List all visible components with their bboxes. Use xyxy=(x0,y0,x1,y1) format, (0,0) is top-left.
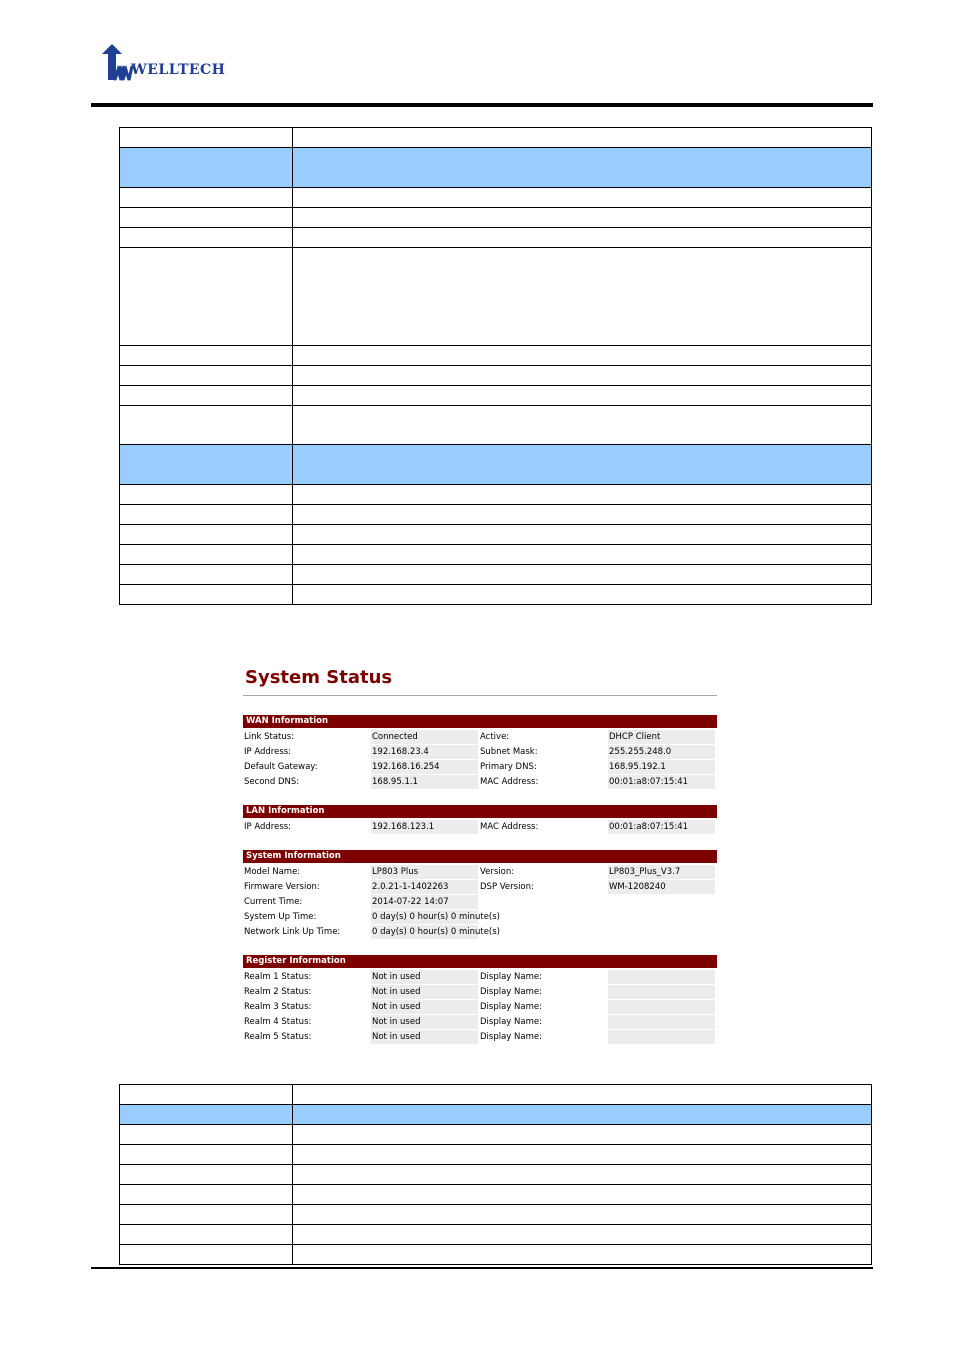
spec-table-top-cell xyxy=(293,565,872,585)
field-value: 168.95.192.1 xyxy=(608,760,715,774)
spec-table-top-cell xyxy=(293,585,872,605)
spec-table-top-cell xyxy=(293,525,872,545)
spec-table-top-cell xyxy=(120,208,293,228)
spec-table-top-row xyxy=(120,128,872,148)
field-value: Not in used xyxy=(371,1015,478,1029)
field-value: LP803 Plus xyxy=(371,865,478,879)
spec-table-bottom-row xyxy=(120,1185,872,1205)
field-label: Display Name: xyxy=(480,1017,542,1027)
register-section-row xyxy=(243,1030,717,1044)
field-label: Realm 4 Status: xyxy=(244,1017,312,1027)
system-section-row xyxy=(243,880,717,894)
spec-table-bottom-cell xyxy=(120,1105,293,1125)
spec-table-top-cell xyxy=(120,148,293,188)
wan-section-row xyxy=(243,775,717,789)
spec-table-top-cell xyxy=(293,228,872,248)
spec-table-top-row xyxy=(120,148,872,188)
system-section-row xyxy=(243,925,717,939)
spec-table-top-cell xyxy=(120,565,293,585)
spec-table-top-cell xyxy=(293,386,872,406)
spec-table-top-row xyxy=(120,505,872,525)
field-value: WM-1208240 xyxy=(608,880,715,894)
field-value xyxy=(608,970,715,984)
spec-table-top-row xyxy=(120,445,872,485)
field-value: 192.168.123.1 xyxy=(371,820,478,834)
field-label: Model Name: xyxy=(244,867,301,877)
spec-table-top-row xyxy=(120,525,872,545)
register-section-row xyxy=(243,1015,717,1029)
field-value xyxy=(608,1000,715,1014)
lan-section-row xyxy=(243,820,717,834)
field-value: DHCP Client xyxy=(608,730,715,744)
field-label: Active: xyxy=(480,732,510,742)
spec-table-top-cell xyxy=(293,366,872,386)
spec-table-top-cell xyxy=(293,248,872,346)
spec-table-bottom-row xyxy=(120,1225,872,1245)
wan-section-row xyxy=(243,745,717,759)
spec-table-bottom-cell xyxy=(120,1245,293,1265)
system-section-row xyxy=(243,895,717,909)
wan-section-header: WAN Information xyxy=(243,715,717,728)
field-label: Subnet Mask: xyxy=(480,747,538,757)
field-label: Realm 5 Status: xyxy=(244,1032,312,1042)
spec-table-bottom-cell xyxy=(293,1125,872,1145)
spec-table-top-row xyxy=(120,406,872,445)
field-label: Realm 1 Status: xyxy=(244,972,312,982)
spec-table-top-row xyxy=(120,208,872,228)
system-section-row xyxy=(243,910,717,924)
spec-table-top-row xyxy=(120,248,872,346)
spec-table-bottom-cell xyxy=(120,1185,293,1205)
spec-table-top xyxy=(119,127,872,605)
spec-table-top-cell xyxy=(293,505,872,525)
spec-table-top-cell xyxy=(120,585,293,605)
spec-table-top-row xyxy=(120,188,872,208)
field-value: Not in used xyxy=(371,985,478,999)
field-value: 0 day(s) 0 hour(s) 0 minute(s) xyxy=(372,912,500,922)
spec-table-top-cell xyxy=(293,406,872,445)
spec-table-top-cell xyxy=(120,386,293,406)
spec-table-top-cell xyxy=(120,128,293,148)
spec-table-bottom-cell xyxy=(120,1145,293,1165)
register-section-row xyxy=(243,1000,717,1014)
spec-table-bottom-cell xyxy=(293,1225,872,1245)
field-label: IP Address: xyxy=(244,822,292,832)
header-rule xyxy=(91,103,873,107)
field-value: LP803_Plus_V3.7 xyxy=(608,865,715,879)
field-label xyxy=(480,925,605,939)
field-value: 00:01:a8:07:15:41 xyxy=(608,820,715,834)
spec-table-bottom-cell xyxy=(293,1185,872,1205)
spec-table-bottom-row xyxy=(120,1105,872,1125)
system-section-row xyxy=(243,865,717,879)
spec-table-bottom-row xyxy=(120,1245,872,1265)
field-value xyxy=(608,925,715,939)
field-value: 00:01:a8:07:15:41 xyxy=(608,775,715,789)
field-value xyxy=(608,1030,715,1044)
field-value xyxy=(608,985,715,999)
spec-table-bottom-cell xyxy=(120,1125,293,1145)
lan-section-header: LAN Information xyxy=(243,805,717,818)
spec-table-top-cell xyxy=(120,505,293,525)
field-value xyxy=(608,895,715,909)
spec-table-bottom-cell xyxy=(120,1225,293,1245)
spec-table-bottom-cell xyxy=(120,1085,293,1105)
spec-table-top-cell xyxy=(293,545,872,565)
spec-table-bottom-row xyxy=(120,1165,872,1185)
spec-table-bottom-cell xyxy=(293,1145,872,1165)
field-label: DSP Version: xyxy=(480,882,534,892)
spec-table-top-row xyxy=(120,386,872,406)
field-value: Connected xyxy=(371,730,478,744)
field-value: 192.168.23.4 xyxy=(371,745,478,759)
spec-table-top-cell xyxy=(120,485,293,505)
field-label: Default Gateway: xyxy=(244,762,318,772)
spec-table-top-cell xyxy=(293,188,872,208)
spec-table-top-cell xyxy=(120,228,293,248)
field-label: Link Status: xyxy=(244,732,295,742)
spec-table-top-row xyxy=(120,585,872,605)
spec-table-bottom-cell xyxy=(293,1085,872,1105)
field-label: Display Name: xyxy=(480,972,542,982)
field-label: IP Address: xyxy=(244,747,292,757)
field-label: Primary DNS: xyxy=(480,762,537,772)
spec-table-bottom-cell xyxy=(293,1165,872,1185)
register-section-header: Register Information xyxy=(243,955,717,968)
field-label: MAC Address: xyxy=(480,777,539,787)
spec-table-top-cell xyxy=(293,485,872,505)
field-label: Display Name: xyxy=(480,1032,542,1042)
spec-table-top-cell xyxy=(120,445,293,485)
spec-table-bottom-cell xyxy=(293,1245,872,1265)
field-label: Display Name: xyxy=(480,987,542,997)
field-label: Network Link Up Time: xyxy=(244,927,341,937)
spec-table-top-cell xyxy=(293,148,872,188)
field-label: System Up Time: xyxy=(244,912,317,922)
spec-table-top-cell xyxy=(293,128,872,148)
field-value: Not in used xyxy=(371,1000,478,1014)
footer-rule xyxy=(91,1267,873,1269)
spec-table-top-cell xyxy=(120,525,293,545)
spec-table-top-cell xyxy=(120,346,293,366)
system-status-screenshot xyxy=(243,664,717,1048)
field-label: Display Name: xyxy=(480,1002,542,1012)
spec-table-bottom-cell xyxy=(293,1105,872,1125)
register-section-row xyxy=(243,970,717,984)
spec-table-top-cell xyxy=(120,545,293,565)
field-label xyxy=(480,895,605,909)
field-value: 192.168.16.254 xyxy=(371,760,478,774)
spec-table-top-row xyxy=(120,228,872,248)
spec-table-top-cell xyxy=(120,366,293,386)
field-value: 255.255.248.0 xyxy=(608,745,715,759)
brand-name: WELLTECH xyxy=(131,62,226,78)
spec-table-top-row xyxy=(120,565,872,585)
spec-table-bottom-row xyxy=(120,1205,872,1225)
field-value: 168.95.1.1 xyxy=(371,775,478,789)
field-value: 2014-07-22 14:07 xyxy=(371,895,478,909)
spec-table-top-cell xyxy=(293,445,872,485)
welltech-logo xyxy=(98,44,258,84)
spec-table-top-row xyxy=(120,346,872,366)
field-label: Firmware Version: xyxy=(244,882,320,892)
title-divider xyxy=(243,695,717,696)
page-title: System Status xyxy=(245,667,393,688)
spec-table-bottom-row xyxy=(120,1125,872,1145)
field-label xyxy=(480,910,605,924)
system-section-header: System Information xyxy=(243,850,717,863)
spec-table-top-row xyxy=(120,485,872,505)
spec-table-top-cell xyxy=(293,346,872,366)
spec-table-top-cell xyxy=(120,188,293,208)
field-label: Realm 2 Status: xyxy=(244,987,312,997)
field-label: Realm 3 Status: xyxy=(244,1002,312,1012)
spec-table-bottom-cell xyxy=(120,1165,293,1185)
field-label: Current Time: xyxy=(244,897,303,907)
spec-table-bottom xyxy=(119,1084,872,1265)
wan-section-row xyxy=(243,730,717,744)
spec-table-top-row xyxy=(120,366,872,386)
register-section-row xyxy=(243,985,717,999)
spec-table-top-cell xyxy=(120,406,293,445)
field-value: Not in used xyxy=(371,1030,478,1044)
spec-table-bottom-row xyxy=(120,1145,872,1165)
field-value xyxy=(608,910,715,924)
field-label: MAC Address: xyxy=(480,822,539,832)
spec-table-bottom-row xyxy=(120,1085,872,1105)
field-value: 2.0.21-1-1402263 xyxy=(371,880,478,894)
field-label: Second DNS: xyxy=(244,777,300,787)
spec-table-top-cell xyxy=(120,248,293,346)
spec-table-top-cell xyxy=(293,208,872,228)
spec-table-bottom-cell xyxy=(120,1205,293,1225)
field-value xyxy=(608,1015,715,1029)
field-value: Not in used xyxy=(371,970,478,984)
spec-table-top-row xyxy=(120,545,872,565)
spec-table-bottom-cell xyxy=(293,1205,872,1225)
wan-section-row xyxy=(243,760,717,774)
field-label: Version: xyxy=(480,867,515,877)
field-value: 0 day(s) 0 hour(s) 0 minute(s) xyxy=(372,927,500,937)
